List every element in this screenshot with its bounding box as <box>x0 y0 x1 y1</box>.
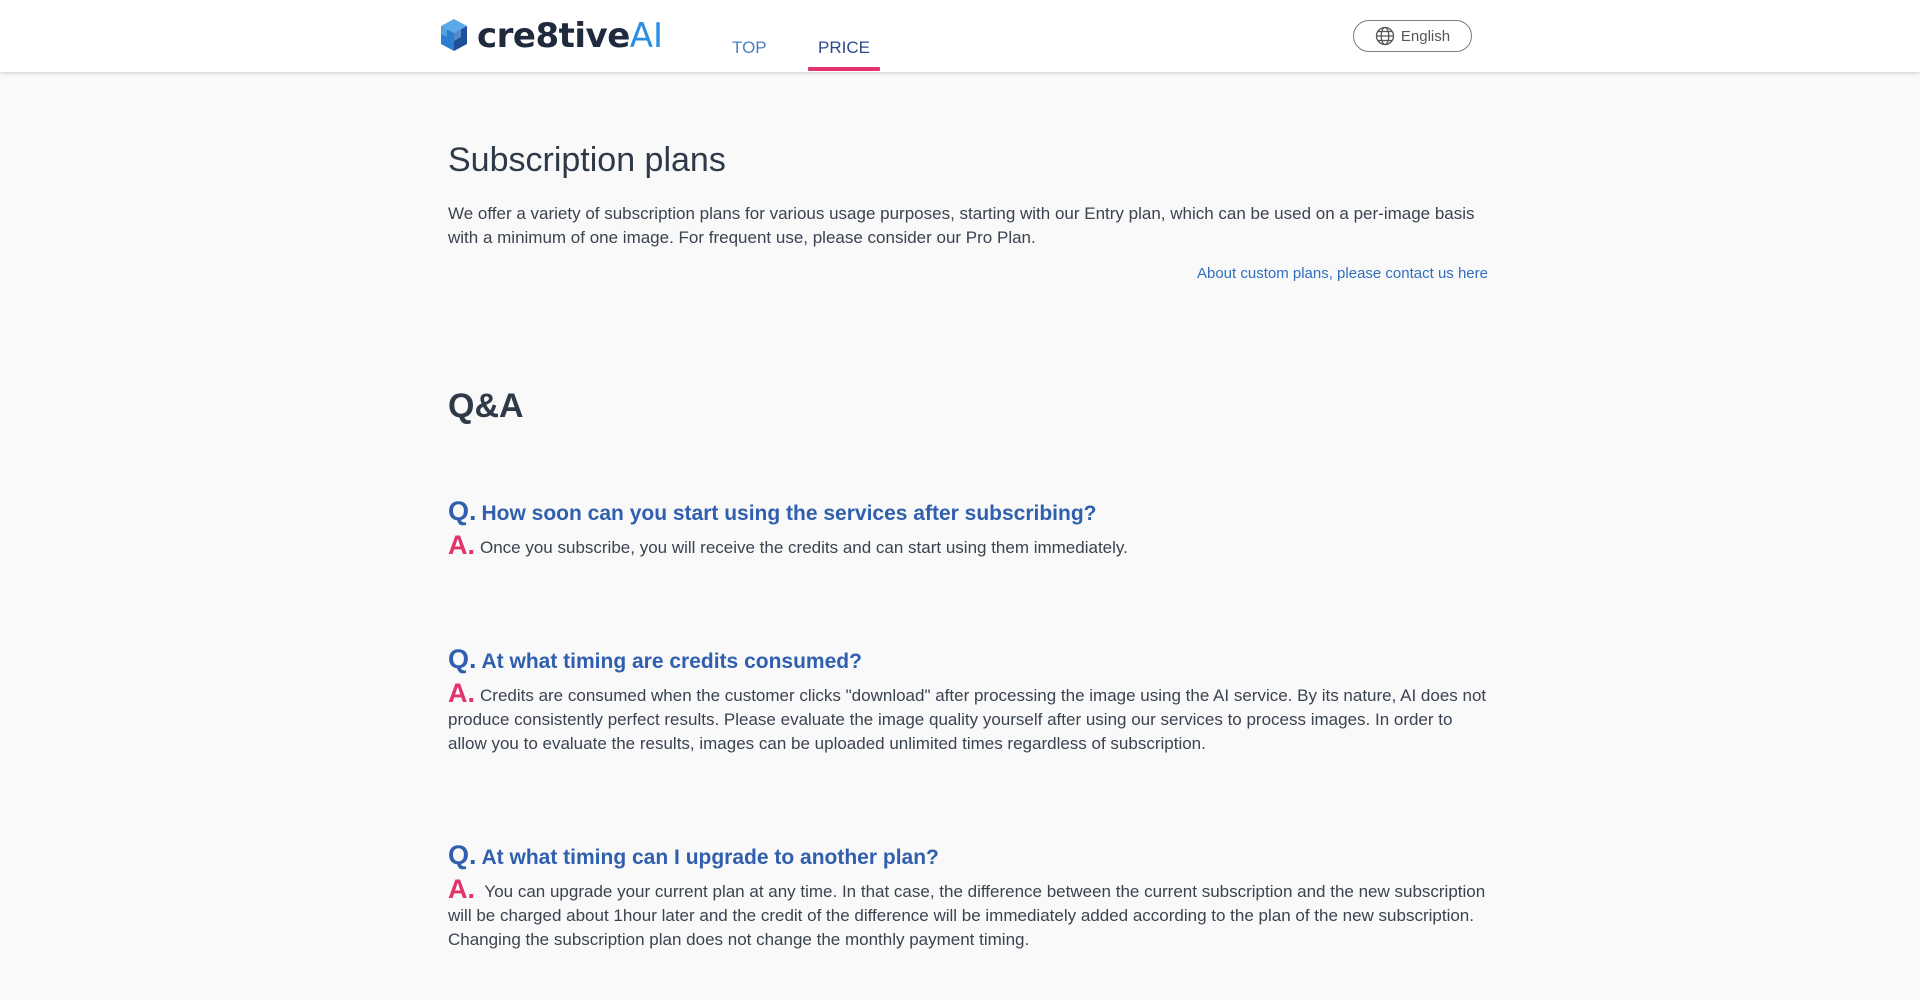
site-logo[interactable] <box>439 16 663 56</box>
answer-block <box>448 530 1488 560</box>
custom-plans-contact-link[interactable]: About custom plans, please contact us here <box>1196 265 1488 282</box>
subscription-title: Subscription plans <box>448 141 726 179</box>
question-mark: Q. <box>448 496 477 526</box>
answer-text: Credits are consumed when the customer clicks "download" after processing the image using the AI service. By its nature, AI does not produce consistently perfect results. Please evaluate the image quality yourself after using our services to process images. In order to allow you to evaluate the results, images can be uploaded unlimited times regardless of subscription. <box>448 686 1487 753</box>
language-selector-button[interactable] <box>1353 20 1472 52</box>
question-text: How soon can you start using the services after subscribing? <box>481 502 1097 525</box>
logo-wordmark: cre8tive <box>477 16 630 56</box>
site-header <box>0 0 1920 72</box>
cube-logo-icon <box>439 17 469 55</box>
subscription-description: We offer a variety of subscription plans for various usage purposes, starting with our Entry plan, which can be used on a per-image basis with a minimum of one image. For frequent use, please consider our Pro Plan. <box>448 204 1475 247</box>
question-line <box>448 496 1488 527</box>
language-label: English <box>1400 27 1451 45</box>
qa-item <box>448 840 1488 952</box>
question-line <box>448 840 1488 871</box>
answer-block <box>448 874 1488 952</box>
nav-tab-price[interactable]: PRICE <box>818 38 870 57</box>
qa-title: Q&A <box>448 387 524 425</box>
answer-text: You can upgrade your current plan at any time. In that case, the difference between the current subscription and the new subscription will be charged about 1hour later and the credit of the difference will be immediately added according to the plan of the new subscription. Changing the subscription plan does not change the monthly payment timing. <box>448 882 1486 949</box>
question-text: At what timing can I upgrade to another plan? <box>481 846 939 869</box>
answer-block <box>448 678 1488 756</box>
qa-item <box>448 644 1488 756</box>
answer-text: Once you subscribe, you will receive the credits and can start using them immediately. <box>480 538 1128 557</box>
question-text: At what timing are credits consumed? <box>481 650 862 673</box>
question-mark: Q. <box>448 840 477 870</box>
answer-mark: A. <box>448 874 475 904</box>
nav-tab-top[interactable]: TOP <box>732 38 767 57</box>
active-tab-indicator <box>808 67 880 71</box>
qa-item <box>448 496 1488 560</box>
answer-mark: A. <box>448 530 475 560</box>
question-line <box>448 644 1488 675</box>
logo-ai-text: AI <box>629 16 664 56</box>
answer-mark: A. <box>448 678 475 708</box>
globe-icon <box>1375 26 1395 46</box>
question-mark: Q. <box>448 644 477 674</box>
